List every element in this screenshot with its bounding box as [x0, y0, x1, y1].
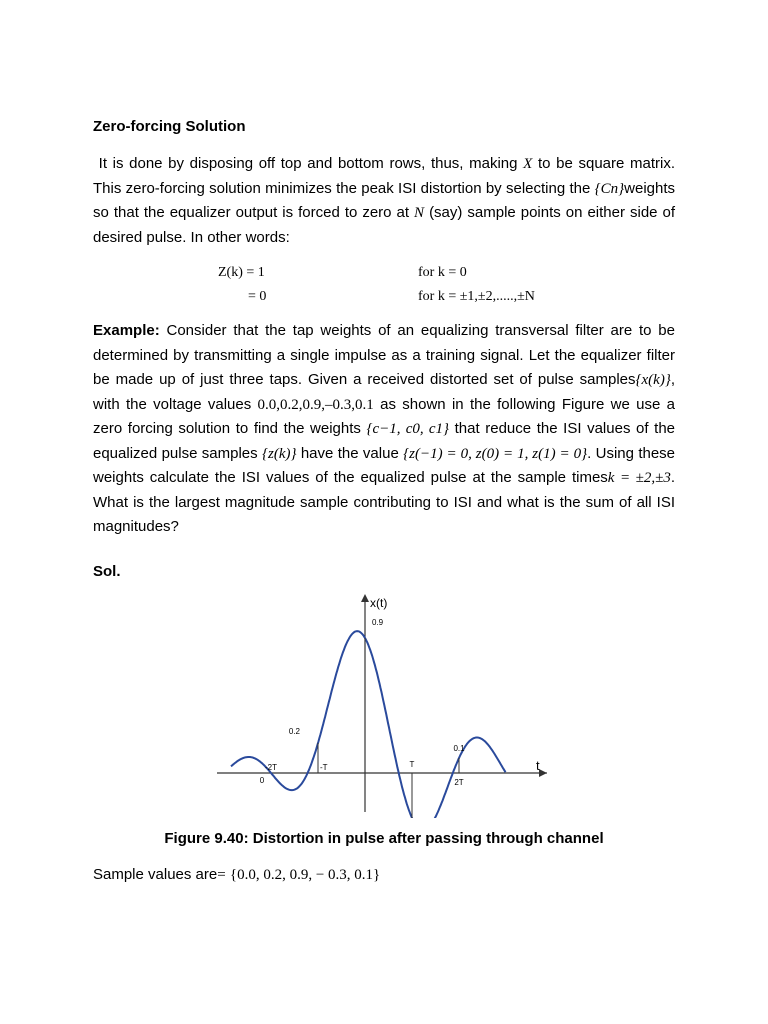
figure-caption: Figure 9.40: Distortion in pulse after passing through channel — [164, 830, 604, 847]
example-label: Example: — [93, 322, 160, 339]
sample-value-label: 0.9 — [372, 618, 384, 627]
solution-label: Sol. — [93, 563, 121, 580]
matrix-x: X — [523, 156, 533, 172]
sample-values: {0.0, 0.2, 0.9, − 0.3, 0.1} — [229, 867, 381, 883]
k-times: k = ±2,±3 — [607, 470, 671, 486]
equation-rhs-1: for k = 0 — [418, 265, 467, 280]
x-tick-label: -T — [320, 763, 328, 772]
sample-value-label: 0.2 — [288, 727, 300, 736]
section-title: Zero-forcing Solution — [93, 118, 246, 135]
sample-values-label: Sample values are — [93, 866, 218, 883]
y-axis-label: x(t) — [370, 596, 388, 610]
intro-text-2: to be square matrix. This zero-forcing solution minimizes the peak ISI distortion by selecting the — [93, 155, 675, 197]
z-values: {z(−1) = 0, z(0) = 1, z(1) = 0} — [403, 445, 588, 462]
intro-text-3: weights so that the equalizer output is forced to zero at — [93, 179, 675, 221]
intro-text-4: (say) sample points on either side of desired pulse. In other words: — [93, 204, 676, 246]
voltage-values: 0.0,0.2,0.9,–0.3,0.1 — [257, 396, 374, 413]
example-text-5: have the value — [300, 444, 399, 462]
x-axis-arrow — [539, 769, 547, 777]
weights-set: {c−1, c0, c1} — [366, 421, 449, 437]
xk-symbol: {x(k)} — [635, 372, 671, 388]
x-tick-label: T — [409, 760, 415, 769]
equation-lhs-1: Z(k) = 1 — [218, 265, 265, 280]
x-tick-label: 2T — [454, 778, 464, 787]
n-symbol: N — [414, 205, 425, 221]
example-text-7: . What is the largest magnitude sample contributing to ISI and what is the sum of all ISI magnitudes? — [93, 469, 675, 535]
sample-values-equals: = — [217, 867, 226, 883]
intro-text-1: It is done by disposing off top and bottom rows, thus, making — [98, 155, 518, 172]
weights-cn: {Cn} — [594, 180, 625, 197]
pulse-distortion-chart — [217, 592, 551, 818]
pulse-curve — [231, 631, 506, 818]
intro-paragraph — [93, 152, 675, 250]
equation-lhs-2: = 0 — [248, 289, 267, 304]
example-text-2: , with the voltage values — [93, 371, 675, 413]
sample-values-line — [93, 866, 380, 884]
example-text-3: as shown in the following Figure we use a zero forcing solution to find the weights — [93, 395, 675, 437]
example-text-4: that reduce the ISI values of the equalized pulse samples — [93, 420, 676, 462]
example-paragraph — [93, 319, 675, 540]
x-axis-label: t — [536, 758, 540, 773]
zk-symbol: {z(k)} — [262, 445, 297, 462]
example-text-1: Consider that the tap weights of an equalizing transversal filter are to be determined by transmitting a single impulse as a training signal. Let the equalizer filter be made up of just three taps. Given a received distorted set of pulse samples — [93, 322, 675, 388]
example-text-6: . Using these weights calculate the ISI values of the equalized pulse at the sample times — [93, 444, 676, 486]
sample-value-label: 0 — [259, 776, 265, 785]
sample-value-label: 0.1 — [453, 744, 465, 753]
y-axis-arrow — [361, 594, 369, 602]
x-tick-label: -2T — [265, 763, 277, 772]
equation-rhs-2: for k = ±1,±2,.....,±N — [418, 289, 535, 304]
